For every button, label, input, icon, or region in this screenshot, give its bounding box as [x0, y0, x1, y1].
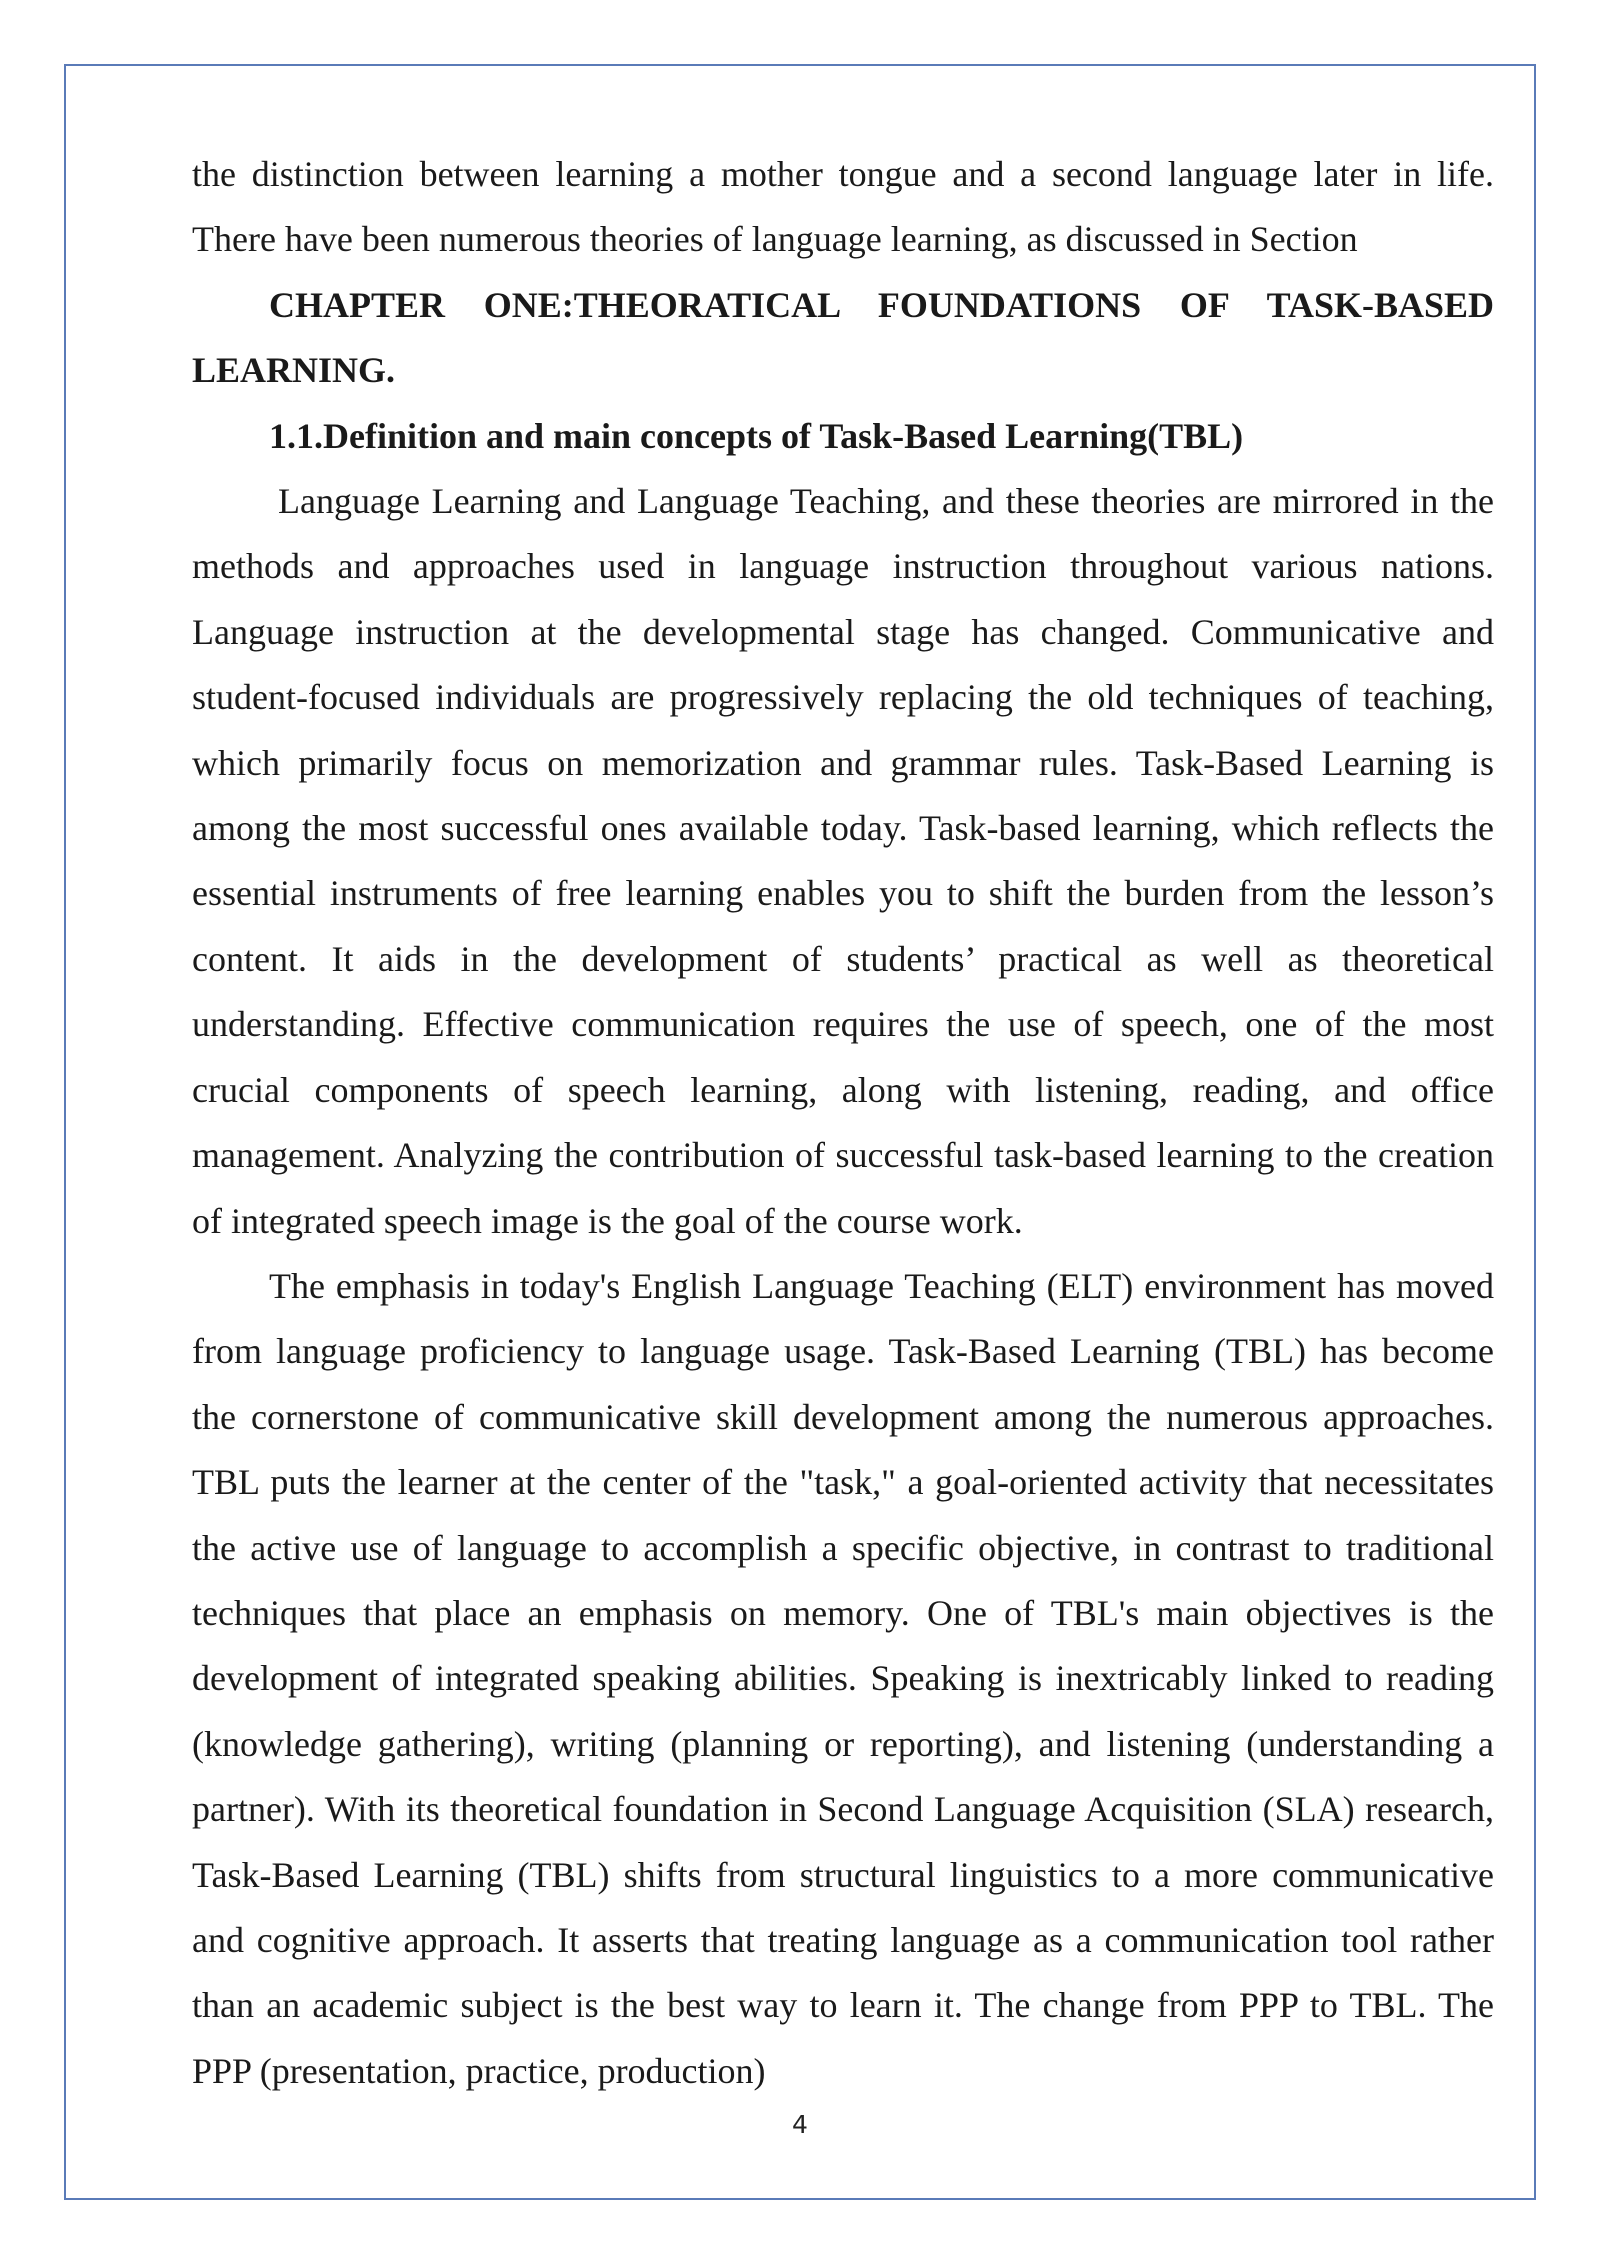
- intro-paragraph: the distinction between learning a mother tongue and a second language later in life. There have been numerous theories of language learning, as discussed in Section: [192, 154, 1494, 260]
- section-heading: 1.1.Definition and main concepts of Task-Based Learning(TBL): [269, 415, 1244, 456]
- body-paragraph-1: Language Learning and Language Teaching, and these theories are mirrored in the methods and approaches used in language instruction throughout various nations. Language instruction at the developmental stage has changed. Communicative and student-focused individuals are progressively replacing the old techniques of teaching, which primarily focus on memorization and grammar rules. Task-Based Learning is among the most successful ones available today. Task-based learning, which reflects the essential instruments of free learning enables you to shift the burden from the lesson’s content. It aids in the development of students’ practical as well as theoretical understanding. Effective communication requires the use of speech, one of the most crucial components of speech learning, along with listening, reading, and office management. Analyzing the contribution of successful task-based learning to the creation of integrated speech image is the goal of the course work.: [192, 481, 1494, 1241]
- document-body: [192, 142, 1494, 2104]
- page-number: 4: [792, 2110, 808, 2139]
- chapter-heading: CHAPTER ONE:THEORATICAL FOUNDATIONS OF TASK-BASED LEARNING.: [192, 284, 1494, 391]
- body-paragraph-2: The emphasis in today's English Language Teaching (ELT) environment has moved from language proficiency to language usage. Task-Based Learning (TBL) has become the cornerstone of communicative skill development among the numerous approaches. TBL puts the learner at the center of the "task," a goal-oriented activity that necessitates the active use of language to accomplish a specific objective, in contrast to traditional techniques that place an emphasis on memory. One of TBL's main objectives is the development of integrated speaking abilities. Speaking is inextricably linked to reading (knowledge gathering), writing (planning or reporting), and listening (understanding a partner). With its theoretical foundation in Second Language Acquisition (SLA) research, Task-Based Learning (TBL) shifts from structural linguistics to a more communicative and cognitive approach. It asserts that treating language as a communication tool rather than an academic subject is the best way to learn it. The change from PPP to TBL. The PPP (presentation, practice, production): [192, 1265, 1494, 2091]
